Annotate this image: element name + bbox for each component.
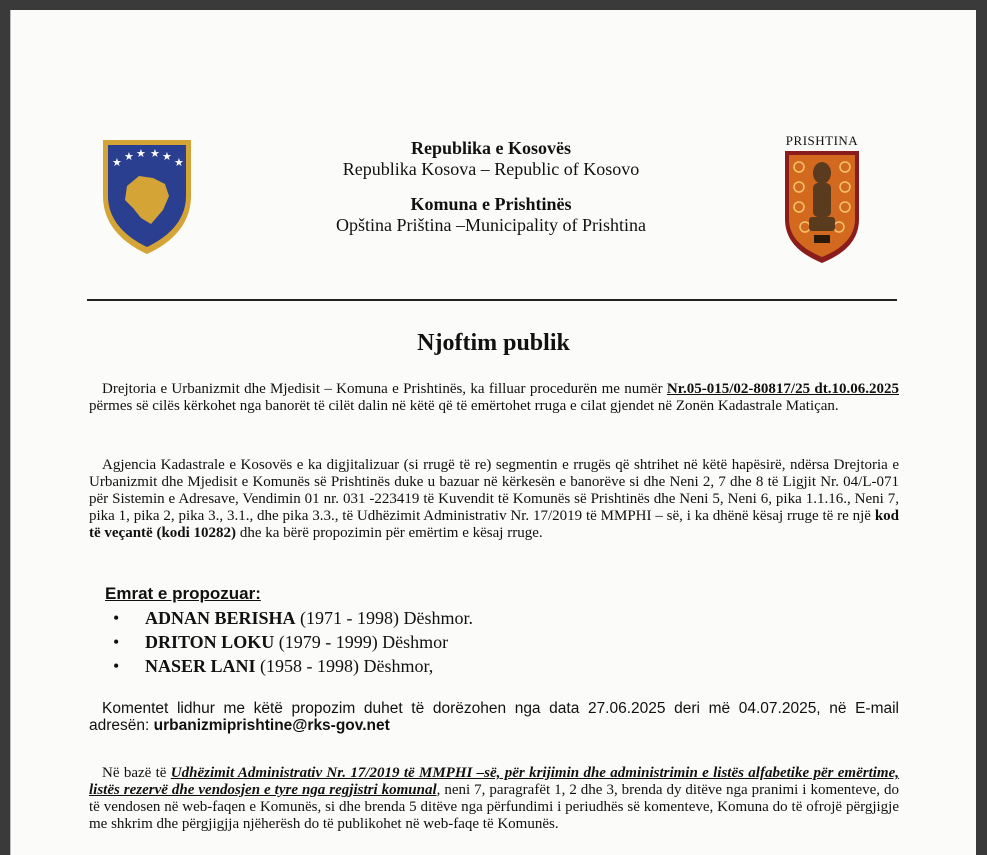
svg-text:★: ★ [162,150,172,163]
procedure-reference-number: Nr.05-015/02-80817/25 dt.10.06.2025 [666,381,899,397]
list-item [113,630,473,654]
paragraph-legal-basis-text-b: , neni 7, paragrafët 1, 2 dhe 3, brenda dy ditëve nga pranimi i komenteve, do të vendosen në web-faqen e Komunës, si dhe brenda 5 ditëve nga përfundimi i periudhës së komenteve, Komuna do të ofrojë përgjigje me shkrim dhe përgjigjja njëherësh do të publikohet në web-faqe të Komunës. [89,782,899,832]
header-republic-multilingual: Republika Kosova – Republic of Kosovo [342,159,640,179]
list-item [113,654,473,678]
svg-text:★: ★ [150,147,160,160]
svg-text:★: ★ [174,156,184,169]
proposed-name: ADNAN BERISHA [145,608,296,628]
proposed-name: DRITON LOKU [145,632,275,652]
header-divider [87,299,897,301]
proposed-name-details: (1958 - 1998) Dëshmor, [255,656,434,676]
header-republic-albanian: Republika e Kosovës [410,138,572,158]
paragraph-legal-basis [89,765,899,833]
proposed-name: NASER LANI [145,656,256,676]
bullet: • [113,608,120,628]
document-page [10,10,976,855]
proposed-name-details: (1971 - 1998) Dëshmor. [295,608,474,628]
paragraph-comments-text: Komentet lidhur me këtë propozim duhet të dorëzohen nga data 27.06.2025 deri më 04.07.2025, në E-mail adresën: [89,700,899,734]
proposed-names-heading: Emrat e propozuar: [105,584,261,603]
paragraph-procedure [89,381,899,415]
proposed-names-list [113,606,473,678]
header-municipality-albanian: Komuna e Prishtinës [410,194,572,214]
svg-text:★: ★ [124,150,134,163]
street-code: kod të veçantë (kodi 10282) [89,508,899,541]
paragraph-cadastral-text-a: Agjencia Kadastrale e Kosovës e ka digjitalizuar (si rrugë të re) segmentin e rrugës që shtrihet në këtë hapësirë, ndërsa Drejtoria e Urbanizmit dhe Mjedisit e Komunës së Prishtinës duke u bazuar në kërkesën e banorëve si dhe Neni 2, 7 dhe 8 të Ligjit Nr. 04/L-071 për Sistemin e Adresave, Vendimin 01 nr. 031 -223419 të Kuvendit të Komunës së Prishtinës dhe Neni 5, Neni 6, pika 1.1.16., Neni 7, pika 1, pika 2, pika 3., 3.1., dhe pika 3.3., të Udhëzimit Administrativ Nr. 17/2019 të MMPHI – së, i ka dhënë kësaj rruge të re një [89,457,899,524]
administrative-instruction-reference: Udhëzimit Administrativ Nr. 17/2019 të MMPHI –së, për krijimin dhe administrimin e listës alfabetike për emërtime, listës rezervë dhe vendosjen e tyre nga regjistri komunal [89,765,899,798]
svg-text:★: ★ [112,156,122,169]
notice-title: Njoftim publik [417,330,570,356]
kosovo-coat-of-arms-icon [99,134,195,258]
document-header [241,138,741,236]
paragraph-cadastral-text-b: dhe ka bërë propozimin për emërtim e kësaj rruge. [236,525,543,541]
prishtina-emblem-label: PRISHTINA [785,133,859,148]
svg-text:★: ★ [136,147,146,160]
paragraph-cadastral [89,457,899,542]
list-item [113,606,473,630]
paragraph-procedure-text-a: Drejtoria e Urbanizmit dhe Mjedisit – Komuna e Prishtinës, ka filluar procedurën me numër [102,381,667,397]
bullet: • [113,656,120,676]
paragraph-comments [89,700,899,734]
proposed-name-details: (1979 - 1999) Dëshmor [274,632,449,652]
email-address: urbanizmiprishtine@rks-gov.net [153,717,390,734]
paragraph-legal-basis-text-a: Në bazë të [102,765,171,781]
header-municipality-multilingual: Opština Priština –Municipality of Prishtina [336,215,646,235]
bullet: • [113,632,120,652]
prishtina-coat-of-arms-icon [781,133,863,265]
paragraph-procedure-text-b: përmes së cilës kërkohet nga banorët të cilët dalin në këtë që të emërtohet rruga e cilat gjendet në Zonën Kadastrale Matiçan. [89,398,839,414]
